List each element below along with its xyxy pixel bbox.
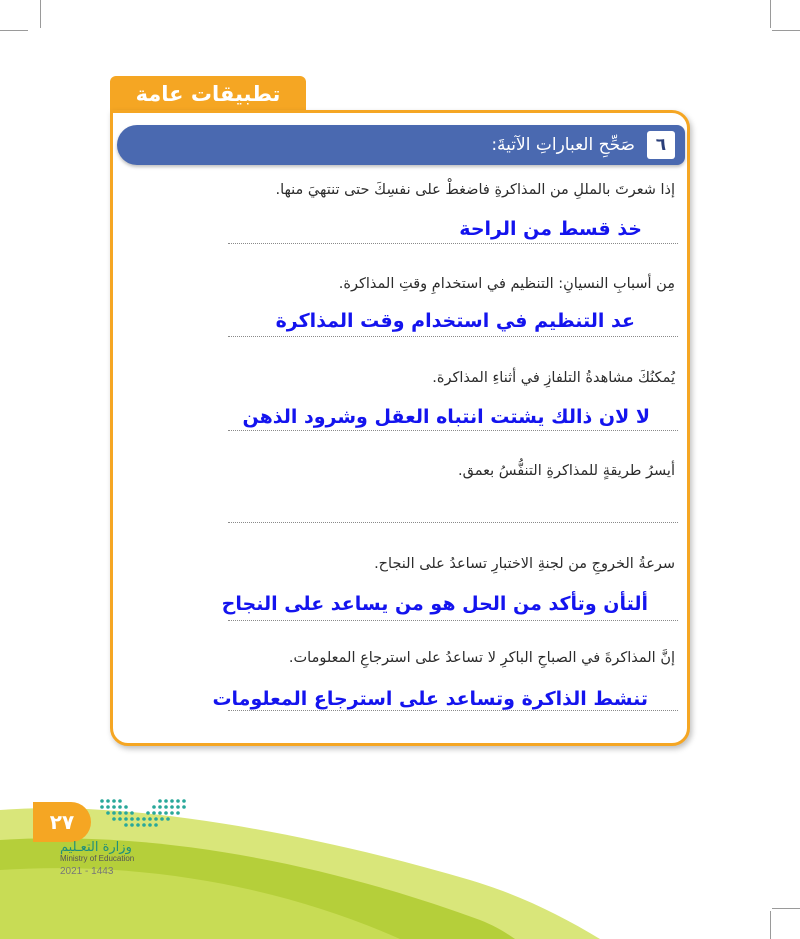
statement-1: إذا شعرتَ بالمللِ من المذاكرةِ فاضغطْ على نفسِكَ حتى تنتهيَ منها. bbox=[275, 182, 675, 198]
answer-line-5 bbox=[228, 620, 678, 621]
ministry-name-en: Ministry of Education bbox=[60, 854, 135, 863]
statement-4: أيسرُ طريقةٍ للمذاكرةِ التنفُّسُ بعمق. bbox=[458, 463, 675, 479]
answer-6: تنشط الذاكرة وتساعد على استرجاع المعلومات bbox=[212, 688, 648, 710]
crop-mark bbox=[772, 30, 800, 31]
answer-5: ألتأن وتأكد من الحل هو من يساعد على النجاح bbox=[221, 593, 648, 615]
statement-3: يُمكنُكَ مشاهدةُ التلفازِ في أثناءِ المذاكرة. bbox=[432, 370, 675, 386]
section-tab: تطبيقات عامة bbox=[110, 76, 306, 112]
statement-2: مِن أسبابِ النسيانِ: التنظيم في استخدامِ وقتِ المذاكرة. bbox=[338, 276, 675, 292]
ministry-logo-icon bbox=[98, 795, 190, 835]
answer-1: خذ قسط من الراحة bbox=[459, 218, 642, 240]
answer-2: عد التنظيم في استخدام وقت المذاكرة bbox=[275, 310, 635, 332]
answer-3: لا لان ذالك يشتت انتباه العقل وشرود الذهن bbox=[242, 406, 650, 428]
page-number: ٢٧ bbox=[33, 802, 91, 842]
edition-year: 2021 - 1443 bbox=[60, 866, 114, 877]
answer-line-1 bbox=[228, 243, 678, 244]
answer-line-6 bbox=[228, 710, 678, 711]
statement-5: سرعةُ الخروجِ من لجنةِ الاختبارِ تساعدُ على النجاح. bbox=[374, 556, 675, 572]
crop-mark bbox=[770, 0, 771, 28]
crop-mark bbox=[40, 0, 41, 28]
question-number: ٦ bbox=[647, 131, 675, 159]
question-title: صَحِّحِ العباراتِ الآتيةَ: bbox=[491, 135, 635, 155]
answer-line-2 bbox=[228, 336, 678, 337]
crop-mark bbox=[0, 30, 28, 31]
answer-line-3 bbox=[228, 430, 678, 431]
question-header bbox=[117, 125, 685, 165]
answer-line-4 bbox=[228, 522, 678, 523]
statement-6: إنَّ المذاكرةَ في الصباحِ الباكرِ لا تساعدُ على استرجاعِ المعلومات. bbox=[288, 650, 675, 666]
ministry-name-ar: وزارة التعـليم bbox=[60, 840, 132, 855]
